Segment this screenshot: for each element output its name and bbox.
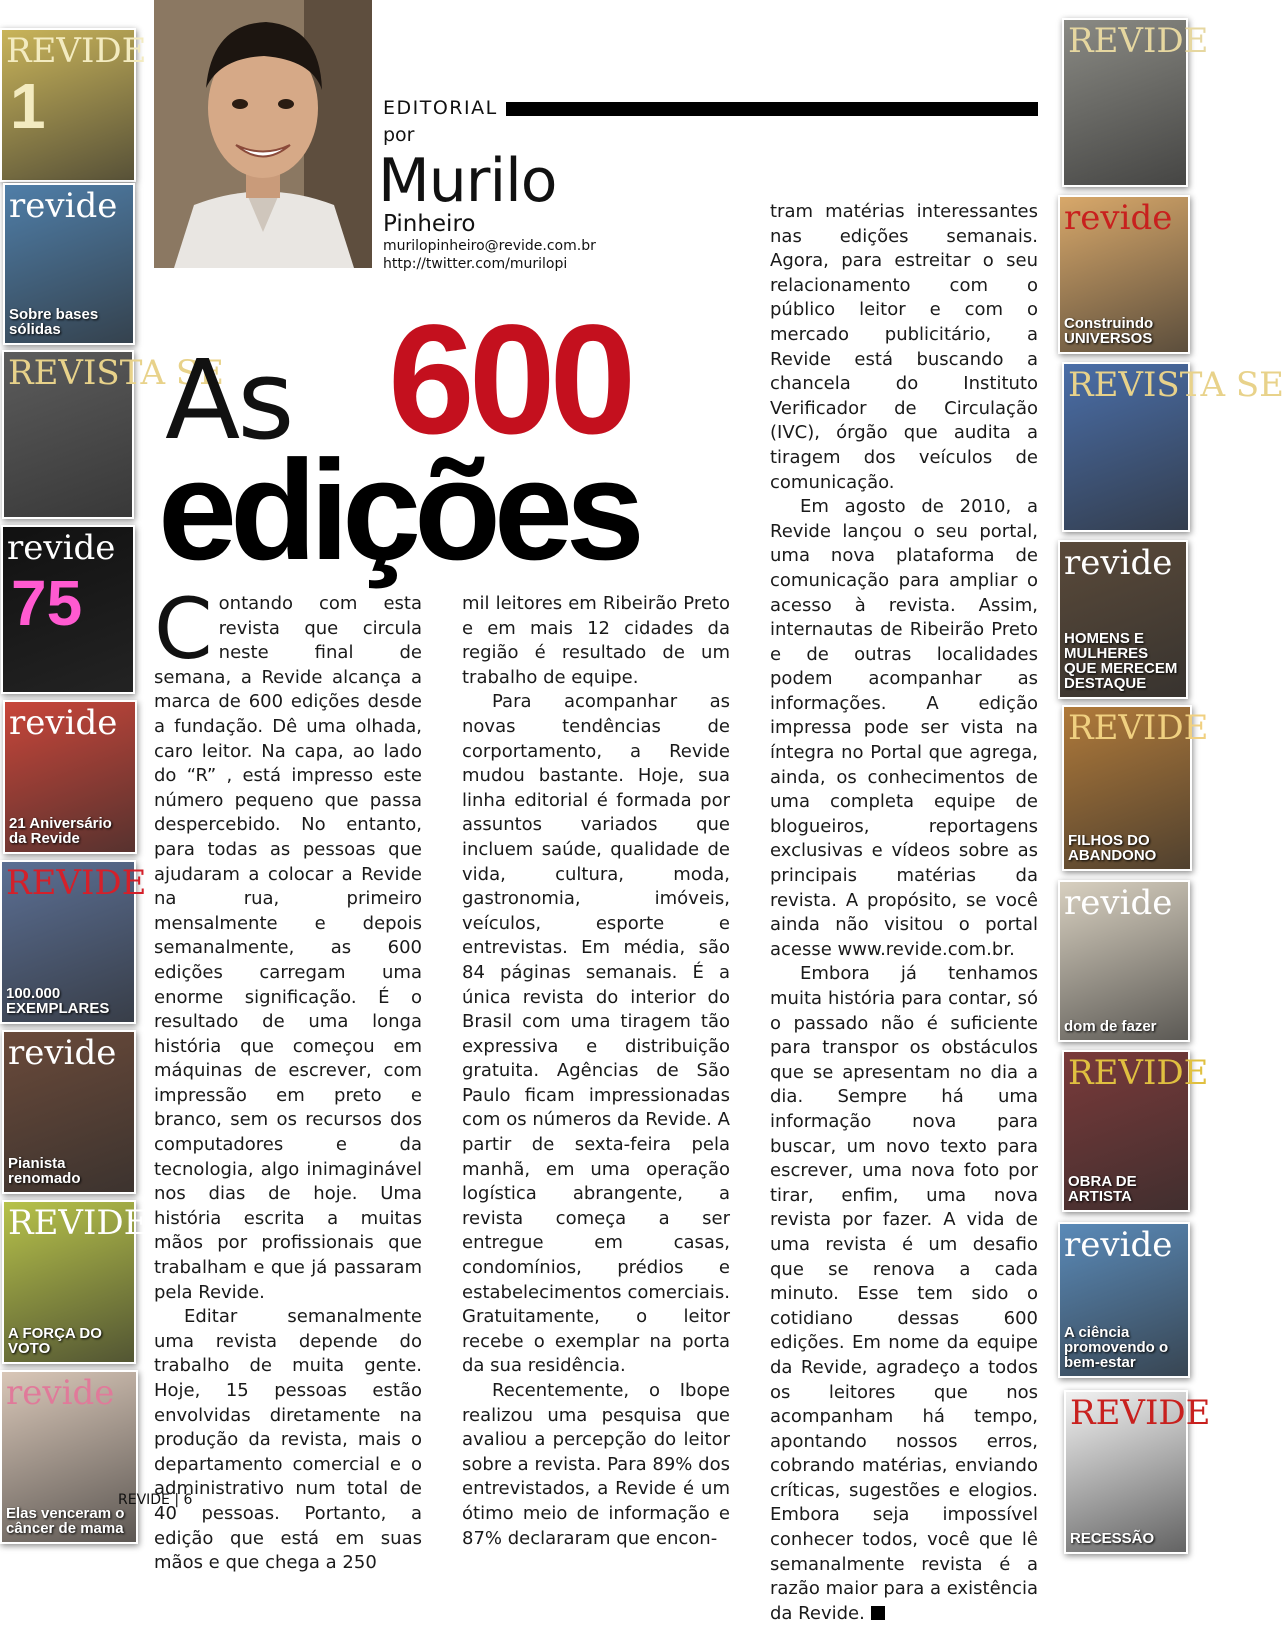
section-label: EDITORIAL [383,97,498,119]
paragraph-4-start: Recentemente, o Ibope realizou uma pesquisa que avaliou a percepção do leitor sobre a revista. Para 89% dos entrevistados, a Revide é um ótimo meio de informação e 87% declararam que encon- [462,1380,730,1549]
author-first-name: Murilo [378,146,557,216]
page-footer: REVIDE | 6 [118,1492,193,1508]
article-column-3 [770,200,1038,1626]
cover-headline: Pianista renomado [8,1155,81,1187]
cover-masthead: revide [7,528,116,568]
left-cover-8 [2,1200,149,1364]
left-cover-7 [2,1030,136,1194]
cover-masthead: REVIDE [1068,21,1209,61]
cover-headline: 100.000 EXEMPLARES [6,985,110,1017]
cover-masthead: REVIDE [1068,708,1209,748]
right-cover-3 [1062,362,1284,532]
cover-headline: Elas venceram o câncer de mama [6,1505,125,1537]
cover-headline: dom de fazer [1064,1018,1157,1035]
author-twitter-link[interactable]: http://twitter.com/murilopi [383,256,568,272]
cover-headline: FILHOS DO ABANDONO [1068,832,1157,864]
cover-headline: Construindo UNIVERSOS [1064,315,1154,347]
paragraph-3: Para acompanhar as novas tendências de corportamento, a Revide mudou bastante. Hoje, sua linha editorial é formada por assuntos variados que incluem saúde, qualidade de vida, cultura, moda, gastronomia, imóveis, veículos, esporte e entrevistas. Em média, são 84 páginas semanais. É a única revista do interior do Brasil com uma tiragem tão expressiva e distribuição gratuita. Agências de São Paulo ficam impressionadas com os números da Revide. A partir de sexta-feira pela manhã, em uma operação logística abrangente, a revista começa a ser entregue em casas, condomínios, prédios e estabelecimentos comerciais. Gratuitamente, o leitor recebe o exemplar na porta da sua residência. [462,691,730,1377]
right-cover-4 [1058,540,1188,699]
cover-masthead: revide [1064,883,1173,923]
author-email[interactable]: murilopinheiro@revide.com.br [383,238,596,254]
cover-number: 75 [11,567,83,639]
paragraph-2-start: Editar semanalmente uma revista depende do trabalho de muita gente. Hoje, 15 pessoas estão envolvidas diretamente na produção da revista, mais o departamento comercial e o administrativo num total de 40 pessoas. Portanto, a edição que está em suas mãos e que chega a 250 [154,1306,422,1574]
left-cover-1 [0,28,147,182]
headline-word: edições [158,431,638,590]
paragraph-1-text: ontando com esta revista que circula neste final de semana, a Revide alcança a marca de 600 edições desde a fundação. Dê uma olhada, caro leitor. Na capa, ao lado do “R” , está impresso este número pequeno que passa despercebido. No entanto, para todas as pessoas que ajudaram a colocar a Revide na rua, primeiro mensalmente e depois semanalmente, as 600 edições carregam uma enorme significação. É o resultado de uma longa história que começou em máquinas de escrever, com impressão em preto e branco, sem os recursos dos computadores e da tecnologia, algo inimaginável nos dias de hoje. Uma história escrita a muitas mãos por profissionais que trabalham e que já passaram pela Revide. [154,593,422,1303]
right-cover-6 [1058,880,1190,1042]
cover-masthead: revide [1064,1225,1173,1265]
left-cover-6 [0,860,147,1024]
cover-masthead: REVISTA SE [8,353,224,393]
article-column-1 [154,580,422,1576]
left-cover-5 [3,700,137,854]
cover-headline: 21 Aniversário da Revide [9,815,112,847]
cover-masthead: REVISTA SE [1068,365,1284,405]
cover-masthead: revide [1064,198,1173,238]
cover-masthead: REVIDE [6,863,147,903]
right-cover-7 [1062,1050,1209,1212]
paragraph-5: Em agosto de 2010, a Revide lançou o seu portal, uma nova plataforma de comunicação para ampliar o acesso à revista. Assim, internautas de Ribeirão Preto e de outras localidades podem acompanhar as informações. A edição impressa pode ser vista na íntegra no Portal que agrega, ainda, os conhecimentos de uma completa equipe de blogueiros, reportagens exclusivas e vídeos sobre as principais matérias da revista. A propósito, se você ainda não visitou o portal acesse www.revide.com.br. [770,496,1038,960]
section-rule [506,102,1038,116]
right-cover-8 [1058,1222,1190,1378]
left-cover-4 [1,525,135,694]
right-cover-5 [1062,705,1209,871]
cover-masthead: REVIDE [1068,1053,1209,1093]
cover-masthead: revide [9,703,118,743]
cover-masthead: REVIDE [1070,1393,1211,1433]
headline-as: As [165,336,292,464]
cover-masthead: revide [1064,543,1173,583]
paragraph-1 [154,580,422,1305]
cover-headline: A ciência promovendo o bem-estar [1064,1324,1169,1371]
author-last-name: Pinheiro [383,211,476,237]
right-cover-9 [1064,1390,1211,1554]
paragraph-2-end: mil leitores em Ribeirão Preto e em mais 12 cidades da região é resultado de um trabalho de equipe. [462,593,730,688]
right-cover-1 [1062,18,1209,187]
cover-headline: A FORÇA DO VOTO [8,1325,102,1357]
cover-masthead: revide [8,1033,117,1073]
drop-cap: C [154,580,213,678]
left-cover-2 [3,183,135,345]
left-cover-9 [0,1370,138,1544]
left-cover-3 [2,350,224,519]
cover-masthead: revide [9,186,118,226]
paragraph-6-text: Embora já tenhamos muita história para contar, só o passado não é suficiente para transpor os obstáculos que se apresentam no dia a dia. Sempre há uma informação nova para buscar, um novo texto para escrever, uma nova foto por tirar, enfim, uma nova revista por fazer. A vida de uma revista é um desafio que se renova a cada minuto. Esse tem sido o cotidiano dessas 600 edições. Em nome da equipe da Revide, agradeço a todos os leitores que nos acompanham há tempo, apontando nossos erros, cobrando matérias, enviando críticas, sugestões e elogios. Embora seja impossível conhecer todos, você que lê semanalmente revista é a razão maior para a existência da Revide. [770,963,1038,1624]
cover-headline: OBRA DE ARTISTA [1068,1173,1137,1205]
paragraph-6 [770,962,1038,1626]
author-photo [154,0,372,268]
cover-masthead: REVIDE [8,1203,149,1243]
right-cover-2 [1058,195,1190,354]
cover-number: 1 [10,70,46,142]
byline-prefix: por [383,124,415,146]
cover-masthead: revide [6,1373,115,1413]
end-of-article-icon [871,1606,885,1620]
cover-headline: HOMENS E MULHERES QUE MERECEM DESTAQUE [1064,630,1178,692]
paragraph-4-end: tram matérias interessantes nas edições semanais. Agora, para estreitar o seu relacionamento com o público leitor e com o mercado publicitário, a Revide está buscando a chancela do Instituto Verificador de Circulação (IVC), órgão que audita a tiragem dos veículos de comunicação. [770,201,1038,493]
author-portrait-illustration [154,0,372,268]
cover-headline: RECESSÃO [1070,1530,1155,1547]
cover-headline: Sobre bases sólidas [9,306,99,338]
headline-number: 600 [388,293,631,467]
article-column-2 [462,592,730,1551]
cover-masthead: REVIDE [6,31,147,71]
